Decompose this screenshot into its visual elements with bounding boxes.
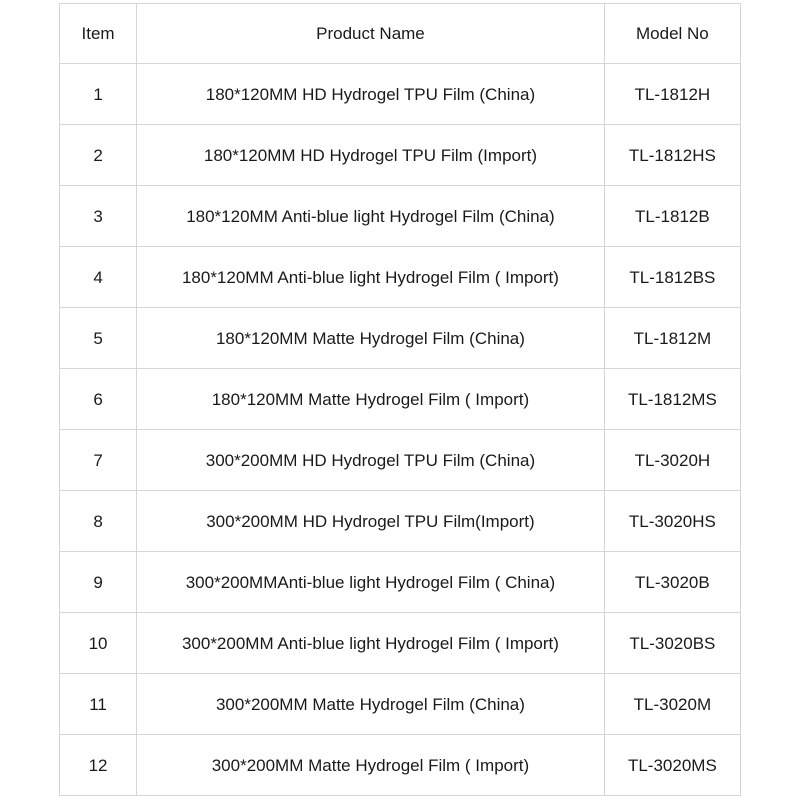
- product-name-cell: 180*120MM HD Hydrogel TPU Film (China): [137, 64, 605, 125]
- header-product-name: Product Name: [137, 4, 605, 64]
- model-no-cell: TL-1812H: [604, 64, 740, 125]
- product-name-cell: 180*120MM Matte Hydrogel Film (China): [137, 308, 605, 369]
- table-row: [60, 308, 741, 369]
- table-row: [60, 674, 741, 735]
- model-no-cell: TL-3020B: [604, 552, 740, 613]
- item-cell: 7: [60, 430, 137, 491]
- model-no-cell: TL-3020BS: [604, 613, 740, 674]
- product-name-cell: 300*200MM HD Hydrogel TPU Film(Import): [137, 491, 605, 552]
- table-row: [60, 64, 741, 125]
- product-name-cell: 300*200MM Anti-blue light Hydrogel Film ( Import): [137, 613, 605, 674]
- item-cell: 4: [60, 247, 137, 308]
- model-no-cell: TL-1812MS: [604, 369, 740, 430]
- table-row: [60, 552, 741, 613]
- product-name-cell: 300*200MM HD Hydrogel TPU Film (China): [137, 430, 605, 491]
- model-no-cell: TL-3020HS: [604, 491, 740, 552]
- table-row: [60, 613, 741, 674]
- table-row: [60, 186, 741, 247]
- table-row: [60, 369, 741, 430]
- table-row: [60, 491, 741, 552]
- model-no-cell: TL-1812HS: [604, 125, 740, 186]
- header-model-no: Model No: [604, 4, 740, 64]
- product-name-cell: 180*120MM HD Hydrogel TPU Film (Import): [137, 125, 605, 186]
- item-cell: 10: [60, 613, 137, 674]
- product-name-cell: 180*120MM Anti-blue light Hydrogel Film (China): [137, 186, 605, 247]
- item-cell: 11: [60, 674, 137, 735]
- item-cell: 2: [60, 125, 137, 186]
- model-no-cell: TL-1812B: [604, 186, 740, 247]
- item-cell: 1: [60, 64, 137, 125]
- model-no-cell: TL-3020MS: [604, 735, 740, 796]
- item-cell: 3: [60, 186, 137, 247]
- model-no-cell: TL-3020M: [604, 674, 740, 735]
- product-name-cell: 300*200MMAnti-blue light Hydrogel Film ( China): [137, 552, 605, 613]
- table-row: [60, 430, 741, 491]
- product-name-cell: 180*120MM Anti-blue light Hydrogel Film ( Import): [137, 247, 605, 308]
- product-table: [59, 3, 741, 796]
- table-row: [60, 735, 741, 796]
- table-row: [60, 125, 741, 186]
- item-cell: 9: [60, 552, 137, 613]
- product-name-cell: 300*200MM Matte Hydrogel Film ( Import): [137, 735, 605, 796]
- model-no-cell: TL-1812M: [604, 308, 740, 369]
- item-cell: 5: [60, 308, 137, 369]
- header-row: [60, 4, 741, 64]
- product-name-cell: 180*120MM Matte Hydrogel Film ( Import): [137, 369, 605, 430]
- model-no-cell: TL-3020H: [604, 430, 740, 491]
- model-no-cell: TL-1812BS: [604, 247, 740, 308]
- item-cell: 8: [60, 491, 137, 552]
- header-item: Item: [60, 4, 137, 64]
- item-cell: 12: [60, 735, 137, 796]
- table-row: [60, 247, 741, 308]
- product-name-cell: 300*200MM Matte Hydrogel Film (China): [137, 674, 605, 735]
- item-cell: 6: [60, 369, 137, 430]
